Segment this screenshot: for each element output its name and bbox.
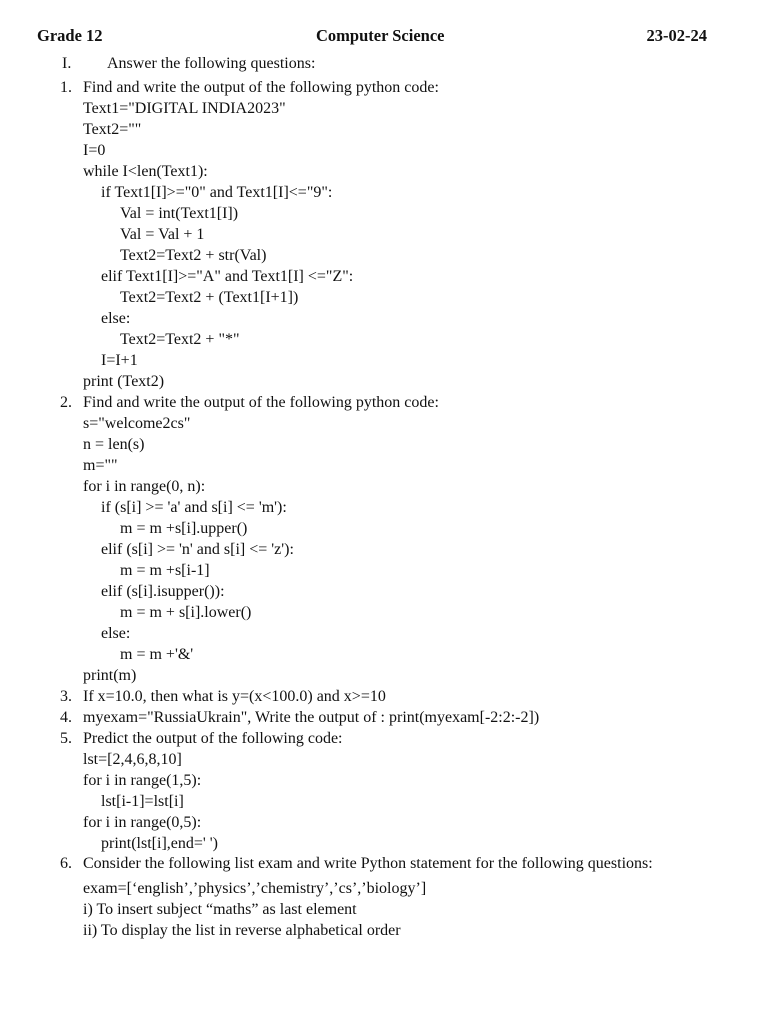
question-text: Predict the output of the following code: xyxy=(83,730,343,747)
question-number: 2. xyxy=(60,394,72,411)
question-line xyxy=(0,392,768,413)
question-text: Find and write the output of the following python code: xyxy=(83,394,439,411)
code-line: elif Text1[I]>="A" and Text1[I] <="Z": xyxy=(101,268,354,285)
code-line: I=0 xyxy=(83,142,106,159)
question-line xyxy=(0,728,768,749)
code-line: I=I+1 xyxy=(101,352,138,369)
question-5 xyxy=(0,728,768,854)
code-line: for i in range(0,5): xyxy=(83,814,202,831)
code-line: if Text1[I]>="0" and Text1[I]<="9": xyxy=(101,184,333,201)
code-line: lst[i-1]=lst[i] xyxy=(101,793,184,810)
question-text: Consider the following list exam and write Python statement for the following questions: xyxy=(83,855,653,872)
code-line: else: xyxy=(101,625,131,642)
section-title: Answer the following questions: xyxy=(107,55,316,72)
code-line: Text2=Text2 + (Text1[I+1]) xyxy=(120,289,299,306)
code-line: for i in range(1,5): xyxy=(83,772,202,789)
question-2 xyxy=(0,392,768,686)
code-line: n = len(s) xyxy=(83,436,145,453)
grade-label: Grade 12 xyxy=(37,26,103,45)
code-line: lst=[2,4,6,8,10] xyxy=(83,751,182,768)
question-number: 1. xyxy=(60,79,72,96)
question-number: 4. xyxy=(60,709,72,726)
question-number: 5. xyxy=(60,730,72,747)
sub-question: i) To insert subject “maths” as last element xyxy=(83,901,357,918)
code-line: Text1="DIGITAL INDIA2023" xyxy=(83,100,286,117)
code-line: Text2=Text2 + str(Val) xyxy=(120,247,267,264)
question-text: Find and write the output of the following python code: xyxy=(83,79,439,96)
code-line: Val = Val + 1 xyxy=(120,226,205,243)
question-line xyxy=(0,854,768,876)
code-line: print(m) xyxy=(83,667,137,684)
question-3 xyxy=(0,686,768,707)
code-line: print (Text2) xyxy=(83,373,165,390)
question-list xyxy=(0,77,768,941)
code-line: m = m +'&' xyxy=(120,646,194,663)
code-line: else: xyxy=(101,310,131,327)
code-line: s="welcome2cs" xyxy=(83,415,191,432)
question-number: 6. xyxy=(60,855,72,872)
subject-title: Computer Science xyxy=(316,26,445,45)
question-4 xyxy=(0,707,768,728)
sub-question: ii) To display the list in reverse alphabetical order xyxy=(83,922,401,939)
code-line: while I<len(Text1): xyxy=(83,163,208,180)
code-line: print(lst[i],end=' ') xyxy=(101,835,218,852)
code-line: Text2=Text2 + "*" xyxy=(120,331,240,348)
code-line: m="" xyxy=(83,457,118,474)
code-line: elif (s[i] >= 'n' and s[i] <= 'z'): xyxy=(101,541,294,558)
question-line xyxy=(0,77,768,98)
exam-list-code: exam=[‘english’,’physics’,’chemistry’,’cs’,’biology’] xyxy=(83,880,427,897)
question-text: myexam="RussiaUkrain", Write the output of : print(myexam[-2:2:-2]) xyxy=(83,709,540,726)
code-line: Val = int(Text1[I]) xyxy=(120,205,239,222)
question-text: If x=10.0, then what is y=(x<100.0) and x>=10 xyxy=(83,688,386,705)
code-line: Text2="" xyxy=(83,121,142,138)
section-numeral: I. xyxy=(62,55,72,72)
code-line: for i in range(0, n): xyxy=(83,478,206,495)
page-header xyxy=(37,26,707,48)
question-6 xyxy=(0,854,768,941)
exam-date: 23-02-24 xyxy=(646,26,707,45)
question-line xyxy=(0,707,768,728)
code-line: elif (s[i].isupper()): xyxy=(101,583,225,600)
question-number: 3. xyxy=(60,688,72,705)
code-line: if (s[i] >= 'a' and s[i] <= 'm'): xyxy=(101,499,287,516)
code-line: m = m + s[i].lower() xyxy=(120,604,252,621)
question-1 xyxy=(0,77,768,392)
question-line xyxy=(0,686,768,707)
code-line: m = m +s[i-1] xyxy=(120,562,210,579)
code-line: m = m +s[i].upper() xyxy=(120,520,248,537)
